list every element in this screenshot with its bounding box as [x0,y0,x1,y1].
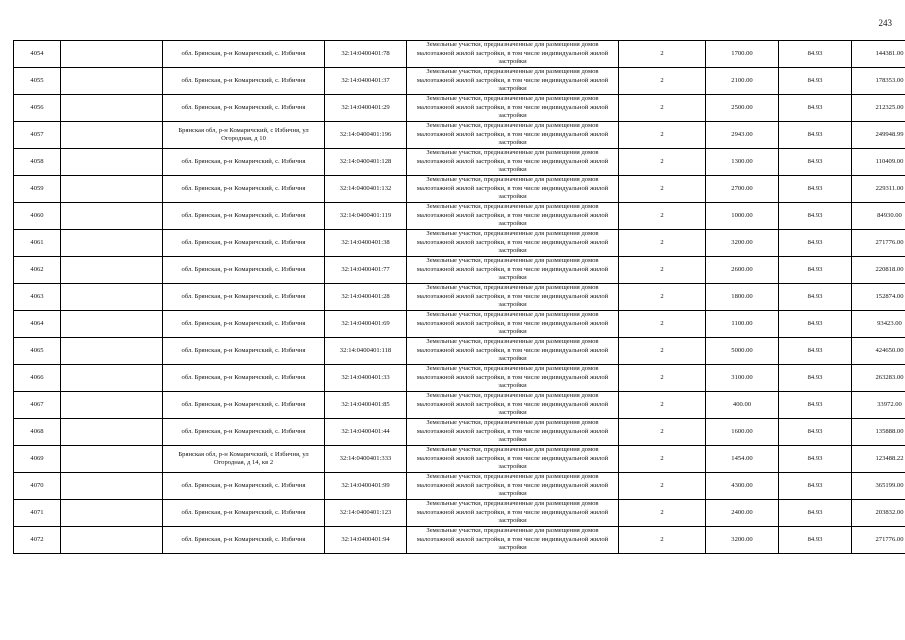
row-number-cell: 4067 [14,392,61,419]
category-cell: 2 [619,203,706,230]
land-use-cell: Земельные участки, предназначенные для размещения домов малоэтажной жилой застройки, в том числе индивидуальной жилой застройки [407,527,619,554]
cadastral-number-cell: 32:14:0400401:44 [325,419,407,446]
table-row [14,338,905,365]
cadastral-value-cell: 203832.00 [852,500,905,527]
rate-cell: 84.93 [779,527,852,554]
row-number-cell: 4062 [14,257,61,284]
category-cell: 2 [619,500,706,527]
area-cell: 4300.00 [706,473,779,500]
empty-cell [61,446,163,473]
area-cell: 1000.00 [706,203,779,230]
area-cell: 1700.00 [706,41,779,68]
cadastral-number-cell: 32:14:0400401:123 [325,500,407,527]
table-row [14,230,905,257]
table-row [14,419,905,446]
rate-cell: 84.93 [779,392,852,419]
area-cell: 1600.00 [706,419,779,446]
cadastral-number-cell: 32:14:0400401:77 [325,257,407,284]
area-cell: 3100.00 [706,365,779,392]
address-cell: обл. Брянская, р-н Комаричский, с. Избичня [163,149,325,176]
rate-cell: 84.93 [779,311,852,338]
address-cell: обл. Брянская, р-н Комаричский, с. Избичня [163,392,325,419]
table-row [14,500,905,527]
empty-cell [61,473,163,500]
table-row [14,176,905,203]
rate-cell: 84.93 [779,203,852,230]
cadastral-value-cell: 144381.00 [852,41,905,68]
row-number-cell: 4054 [14,41,61,68]
row-number-cell: 4059 [14,176,61,203]
address-cell: обл. Брянская, р-н Комаричский, с. Избичня [163,500,325,527]
empty-cell [61,95,163,122]
table-row [14,203,905,230]
row-number-cell: 4061 [14,230,61,257]
row-number-cell: 4068 [14,419,61,446]
cadastral-value-cell: 123488.22 [852,446,905,473]
cadastral-value-cell: 152874.00 [852,284,905,311]
land-use-cell: Земельные участки, предназначенные для размещения домов малоэтажной жилой застройки, в том числе индивидуальной жилой застройки [407,365,619,392]
row-number-cell: 4072 [14,527,61,554]
row-number-cell: 4058 [14,149,61,176]
cadastral-number-cell: 32:14:0400401:85 [325,392,407,419]
category-cell: 2 [619,473,706,500]
category-cell: 2 [619,338,706,365]
cadastral-number-cell: 32:14:0400401:196 [325,122,407,149]
cadastral-value-cell: 135888.00 [852,419,905,446]
rate-cell: 84.93 [779,176,852,203]
row-number-cell: 4063 [14,284,61,311]
table-row [14,149,905,176]
category-cell: 2 [619,41,706,68]
table-row [14,122,905,149]
address-cell: Брянская обл, р-н Комаричский, с Избичня, ул Огородная, д 14, кв 2 [163,446,325,473]
cadastral-value-cell: 229311.00 [852,176,905,203]
land-use-cell: Земельные участки, предназначенные для размещения домов малоэтажной жилой застройки, в том числе индивидуальной жилой застройки [407,284,619,311]
table-row [14,257,905,284]
row-number-cell: 4057 [14,122,61,149]
rate-cell: 84.93 [779,230,852,257]
rate-cell: 84.93 [779,446,852,473]
category-cell: 2 [619,230,706,257]
empty-cell [61,365,163,392]
address-cell: Брянская обл, р-н Комаричский, с Избичня, ул Огородная, д 10 [163,122,325,149]
land-use-cell: Земельные участки, предназначенные для размещения домов малоэтажной жилой застройки, в том числе индивидуальной жилой застройки [407,500,619,527]
land-use-cell: Земельные участки, предназначенные для размещения домов малоэтажной жилой застройки, в том числе индивидуальной жилой застройки [407,311,619,338]
land-use-cell: Земельные участки, предназначенные для размещения домов малоэтажной жилой застройки, в том числе индивидуальной жилой застройки [407,149,619,176]
cadastral-value-cell: 212325.00 [852,95,905,122]
address-cell: обл. Брянская, р-н Комаричский, с. Избичня [163,230,325,257]
address-cell: обл. Брянская, р-н Комаричский, с. Избичня [163,338,325,365]
cadastral-number-cell: 32:14:0400401:94 [325,527,407,554]
address-cell: обл. Брянская, р-н Комаричский, с. Избичня [163,527,325,554]
cadastral-value-cell: 93423.00 [852,311,905,338]
category-cell: 2 [619,176,706,203]
empty-cell [61,176,163,203]
category-cell: 2 [619,419,706,446]
row-number-cell: 4064 [14,311,61,338]
empty-cell [61,392,163,419]
land-use-cell: Земельные участки, предназначенные для размещения домов малоэтажной жилой застройки, в том числе индивидуальной жилой застройки [407,338,619,365]
table-row [14,41,905,68]
address-cell: обл. Брянская, р-н Комаричский, с. Избичня [163,311,325,338]
category-cell: 2 [619,284,706,311]
category-cell: 2 [619,257,706,284]
category-cell: 2 [619,365,706,392]
rate-cell: 84.93 [779,500,852,527]
table-row [14,311,905,338]
land-use-cell: Земельные участки, предназначенные для размещения домов малоэтажной жилой застройки, в том числе индивидуальной жилой застройки [407,230,619,257]
cadastral-number-cell: 32:14:0400401:69 [325,311,407,338]
address-cell: обл. Брянская, р-н Комаричский, с. Избичня [163,284,325,311]
area-cell: 1454.00 [706,446,779,473]
land-use-cell: Земельные участки, предназначенные для размещения домов малоэтажной жилой застройки, в том числе индивидуальной жилой застройки [407,122,619,149]
address-cell: обл. Брянская, р-н Комаричский, с. Избичня [163,419,325,446]
rate-cell: 84.93 [779,68,852,95]
category-cell: 2 [619,122,706,149]
empty-cell [61,419,163,446]
empty-cell [61,149,163,176]
rate-cell: 84.93 [779,257,852,284]
empty-cell [61,500,163,527]
row-number-cell: 4066 [14,365,61,392]
rate-cell: 84.93 [779,95,852,122]
row-number-cell: 4060 [14,203,61,230]
cadastral-number-cell: 32:14:0400401:132 [325,176,407,203]
area-cell: 1300.00 [706,149,779,176]
row-number-cell: 4070 [14,473,61,500]
table-row [14,392,905,419]
empty-cell [61,311,163,338]
land-use-cell: Земельные участки, предназначенные для размещения домов малоэтажной жилой застройки, в том числе индивидуальной жилой застройки [407,419,619,446]
area-cell: 1100.00 [706,311,779,338]
land-use-cell: Земельные участки, предназначенные для размещения домов малоэтажной жилой застройки, в том числе индивидуальной жилой застройки [407,68,619,95]
empty-cell [61,284,163,311]
table-row [14,527,905,554]
address-cell: обл. Брянская, р-н Комаричский, с. Избичня [163,41,325,68]
empty-cell [61,527,163,554]
land-use-cell: Земельные участки, предназначенные для размещения домов малоэтажной жилой застройки, в том числе индивидуальной жилой застройки [407,203,619,230]
cadastral-number-cell: 32:14:0400401:99 [325,473,407,500]
address-cell: обл. Брянская, р-н Комаричский, с. Избичня [163,473,325,500]
area-cell: 3200.00 [706,230,779,257]
rate-cell: 84.93 [779,122,852,149]
rate-cell: 84.93 [779,149,852,176]
area-cell: 2100.00 [706,68,779,95]
registry-table-body [14,41,905,554]
table-row [14,473,905,500]
cadastral-number-cell: 32:14:0400401:38 [325,230,407,257]
rate-cell: 84.93 [779,284,852,311]
cadastral-value-cell: 249948.99 [852,122,905,149]
category-cell: 2 [619,311,706,338]
cadastral-value-cell: 178353.00 [852,68,905,95]
land-use-cell: Земельные участки, предназначенные для размещения домов малоэтажной жилой застройки, в том числе индивидуальной жилой застройки [407,95,619,122]
cadastral-value-cell: 33972.00 [852,392,905,419]
address-cell: обл. Брянская, р-н Комаричский, с. Избичня [163,68,325,95]
area-cell: 3200.00 [706,527,779,554]
row-number-cell: 4055 [14,68,61,95]
category-cell: 2 [619,149,706,176]
cadastral-value-cell: 271776.00 [852,230,905,257]
area-cell: 1800.00 [706,284,779,311]
category-cell: 2 [619,392,706,419]
empty-cell [61,203,163,230]
category-cell: 2 [619,446,706,473]
area-cell: 5000.00 [706,338,779,365]
land-use-cell: Земельные участки, предназначенные для размещения домов малоэтажной жилой застройки, в том числе индивидуальной жилой застройки [407,473,619,500]
table-row [14,68,905,95]
empty-cell [61,338,163,365]
category-cell: 2 [619,527,706,554]
cadastral-number-cell: 32:14:0400401:33 [325,365,407,392]
row-number-cell: 4056 [14,95,61,122]
area-cell: 2400.00 [706,500,779,527]
land-use-cell: Земельные участки, предназначенные для размещения домов малоэтажной жилой застройки, в том числе индивидуальной жилой застройки [407,176,619,203]
rate-cell: 84.93 [779,41,852,68]
cadastral-number-cell: 32:14:0400401:37 [325,68,407,95]
row-number-cell: 4071 [14,500,61,527]
address-cell: обл. Брянская, р-н Комаричский, с. Избичня [163,257,325,284]
address-cell: обл. Брянская, р-н Комаричский, с. Избичня [163,95,325,122]
cadastral-value-cell: 220818.00 [852,257,905,284]
cadastral-number-cell: 32:14:0400401:28 [325,284,407,311]
address-cell: обл. Брянская, р-н Комаричский, с. Избичня [163,365,325,392]
cadastral-number-cell: 32:14:0400401:128 [325,149,407,176]
area-cell: 2600.00 [706,257,779,284]
cadastral-value-cell: 263283.00 [852,365,905,392]
rate-cell: 84.93 [779,473,852,500]
cadastral-value-cell: 271776.00 [852,527,905,554]
page-number: 243 [878,18,892,28]
cadastral-value-cell: 365199.00 [852,473,905,500]
table-row [14,95,905,122]
empty-cell [61,230,163,257]
category-cell: 2 [619,95,706,122]
cadastral-value-cell: 424650.00 [852,338,905,365]
category-cell: 2 [619,68,706,95]
table-row [14,365,905,392]
cadastral-number-cell: 32:14:0400401:118 [325,338,407,365]
rate-cell: 84.93 [779,419,852,446]
cadastral-number-cell: 32:14:0400401:119 [325,203,407,230]
land-use-cell: Земельные участки, предназначенные для размещения домов малоэтажной жилой застройки, в том числе индивидуальной жилой застройки [407,392,619,419]
land-registry-table [13,40,905,554]
area-cell: 2700.00 [706,176,779,203]
address-cell: обл. Брянская, р-н Комаричский, с. Избичня [163,176,325,203]
area-cell: 400.00 [706,392,779,419]
area-cell: 2943.00 [706,122,779,149]
row-number-cell: 4065 [14,338,61,365]
row-number-cell: 4069 [14,446,61,473]
cadastral-number-cell: 32:14:0400401:333 [325,446,407,473]
rate-cell: 84.93 [779,365,852,392]
empty-cell [61,122,163,149]
cadastral-value-cell: 110409.00 [852,149,905,176]
cadastral-number-cell: 32:14:0400401:29 [325,95,407,122]
table-row [14,446,905,473]
address-cell: обл. Брянская, р-н Комаричский, с. Избичня [163,203,325,230]
land-use-cell: Земельные участки, предназначенные для размещения домов малоэтажной жилой застройки, в том числе индивидуальной жилой застройки [407,446,619,473]
empty-cell [61,68,163,95]
land-use-cell: Земельные участки, предназначенные для размещения домов малоэтажной жилой застройки, в том числе индивидуальной жилой застройки [407,41,619,68]
area-cell: 2500.00 [706,95,779,122]
empty-cell [61,257,163,284]
table-row [14,284,905,311]
cadastral-value-cell: 84930.00 [852,203,905,230]
rate-cell: 84.93 [779,338,852,365]
land-use-cell: Земельные участки, предназначенные для размещения домов малоэтажной жилой застройки, в том числе индивидуальной жилой застройки [407,257,619,284]
cadastral-number-cell: 32:14:0400401:78 [325,41,407,68]
empty-cell [61,41,163,68]
